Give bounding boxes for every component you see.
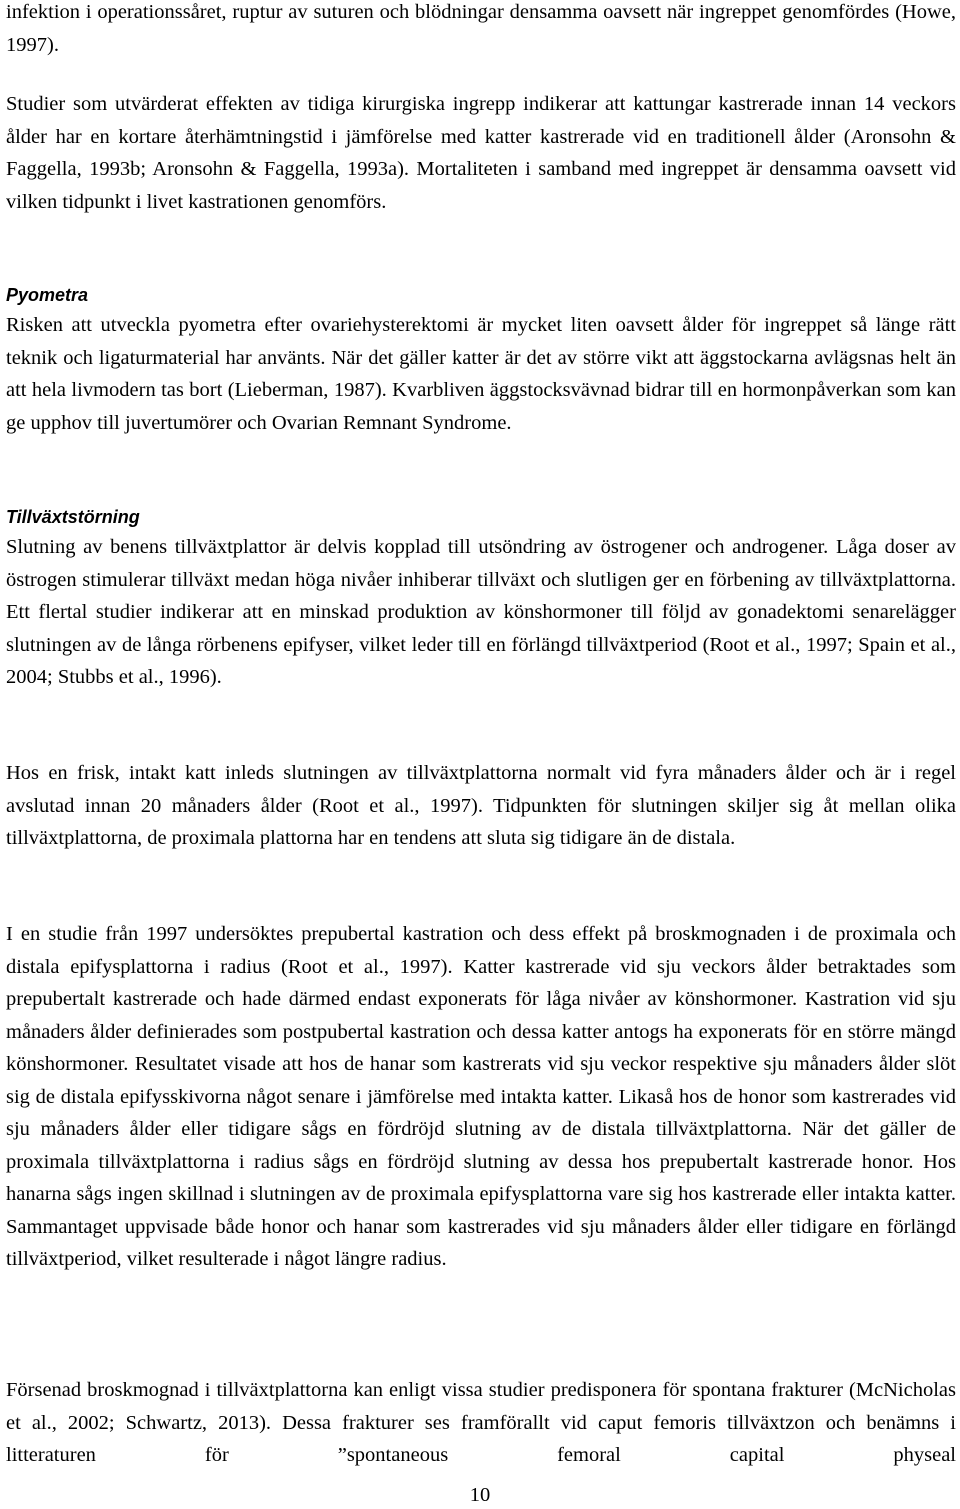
growth-paragraph-1: Slutning av benens tillväxtplattor är delvis kopplad till utsöndring av östrogener och androgener. Låga doser av östrogen stimulerar tillväxt medan höga nivåer inhiberar tillväxt och slutligen ger en förbening av tillväxtplattorna. Ett flertal studier indikerar att en minskad produktion av könshormoner till följd av gonadektomi senarelägger slutningen av de långa rörbenens epifyser, vilket leder till en förlängd tillväxtperiod (Root et al., 1997; Spain et al., 2004; Stubbs et al., 1996).: [6, 536, 956, 688]
growth-heading: Tillväxtstörning: [6, 507, 140, 527]
intro-studies-paragraph: Studier som utvärderat effekten av tidiga kirurgiska ingrepp indikerar att kattungar kastrerade innan 14 veckors ålder har en kortare återhämtningstid i jämförelse med katter kastrerade vid en traditionell ålder (Aronsohn & Faggella, 1993b; Aronsohn & Faggella, 1993a). Mortaliteten i samband med ingreppet är densamma oavsett vid vilken tidpunkt i livet kastrationen genomförs.: [6, 93, 956, 213]
growth-paragraph-4: Försenad broskmognad i tillväxtplattorna kan enligt vissa studier predisponera för spontana frakturer (McNicholas et al., 2002; Schwartz, 2013). Dessa frakturer ses framförallt vid caput femoris tillväxtzon och benämns i litteraturen för ”spontaneous femoral capital physeal: [6, 1379, 956, 1466]
growth-paragraph-3: I en studie från 1997 undersöktes prepubertal kastration och dess effekt på broskmognaden i de proximala och distala epifysplattorna i radius (Root et al., 1997). Katter kastrerade vid sju veckors ålder betraktades som prepubertalt kastrerade och hade därmed endast exponerats för låga nivåer av könshormoner. Kastration vid sju månaders ålder definierades som postpubertal kastration och dessa katter antogs ha exponerats för en större mängd könshormoner. Resultatet visade att hos de hanar som kastrerats vid sju veckor respektive sju månaders ålder slöt sig de distala epifysskivorna något senare i jämförelse med intakta katter. Likaså hos de honor som kastrerades vid sju månaders ålder eller tidigare sågs en fördröjd slutning av de distala tillväxtplattorna. När det gäller de proximala tillväxtplattorna i radius sågs en fördröjd slutning av dessa hos prepubertalt kastrerade honor. Hos hanarna sågs ingen skillnad i slutningen av de proximala epifysplattorna vare sig hos kastrerade eller intakta katter. Sammantaget uppvisade både honor och hanar som kastrerades vid sju månaders ålder eller tidigare en förlängd tillväxtperiod, vilket resulterade i något längre radius.: [6, 923, 956, 1270]
growth-paragraph-2: Hos en frisk, intakt katt inleds slutningen av tillväxtplattorna normalt vid fyra månaders ålder och är i regel avslutad innan 20 månaders ålder (Root et al., 1997). Tidpunkten för slutningen skiljer sig åt mellan olika tillväxtplattorna, de proximala plattorna har en tendens att sluta sig tidigare än de distala.: [6, 762, 956, 849]
intro-continuation-paragraph: infektion i operationssåret, ruptur av suturen och blödningar densamma oavsett när ingreppet genomfördes (Howe, 1997).: [6, 1, 956, 56]
page-number: 10: [469, 1484, 491, 1506]
pyometra-heading: Pyometra: [6, 285, 89, 305]
document-page: [6, 0, 956, 1509]
pyometra-paragraph: Risken att utveckla pyometra efter ovariehysterektomi är mycket liten oavsett ålder för ingreppet så länge rätt teknik och ligaturmaterial har använts. När det gäller katter är det av större vikt att äggstockarna avlägsnas helt än att hela livmodern tas bort (Lieberman, 1987). Kvarbliven äggstocksvävnad bidrar till en hormonpåverkan som kan ge upphov till juvertumörer och Ovarian Remnant Syndrome.: [6, 314, 956, 434]
